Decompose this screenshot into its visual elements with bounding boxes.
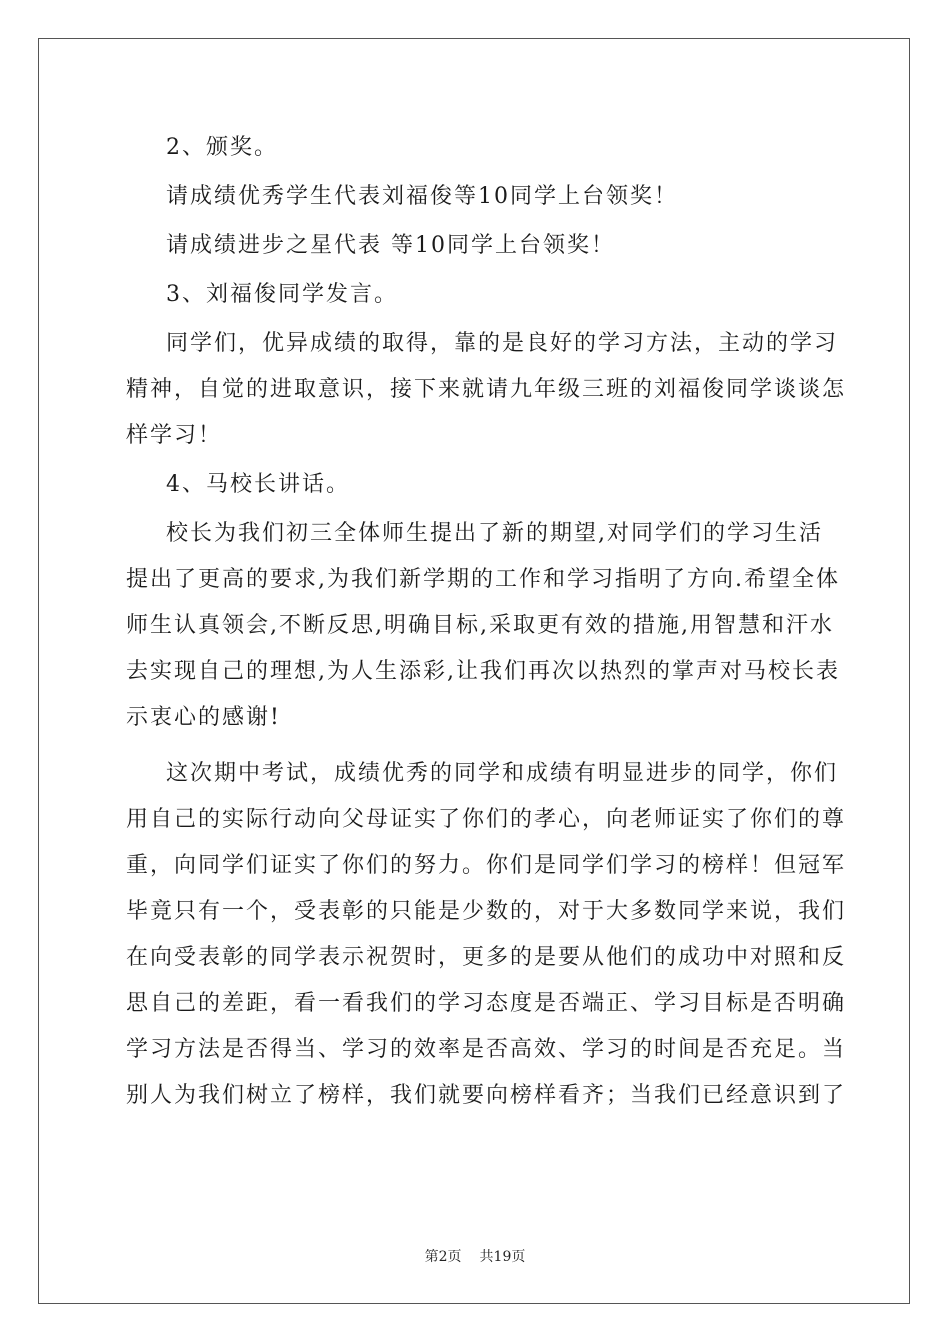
paragraph-line: 用自己的实际行动向父母证实了你们的孝心，向老师证实了你们的尊 [126, 807, 847, 832]
paragraph-line: 样学习！ [126, 423, 223, 448]
page-number: 第2页 [424, 1249, 462, 1265]
paragraph-line: 毕竟只有一个，受表彰的只能是少数的，对于大多数同学来说，我们 [126, 899, 847, 924]
page-footer [0, 1246, 950, 1266]
paragraph-line: 请成绩进步之星代表 等10同学上台领奖！ [166, 233, 615, 258]
page-total: 共19页 [479, 1249, 526, 1265]
paragraph-line: 校长为我们初三全体师生提出了新的期望,对同学们的学习生活 [166, 521, 823, 546]
paragraph-line: 学习方法是否得当、学习的效率是否高效、学习的时间是否充足。当 [126, 1037, 847, 1062]
paragraph-line: 提出了更高的要求,为我们新学期的工作和学习指明了方向.希望全体 [126, 567, 840, 592]
paragraph-line: 这次期中考试，成绩优秀的同学和成绩有明显进步的同学，你们 [166, 761, 839, 786]
section-heading-awards: 2、颁奖。 [166, 135, 278, 160]
paragraph-line: 重，向同学们证实了你们的努力。你们是同学们学习的榜样！但冠军 [126, 853, 847, 878]
paragraph-line: 去实现自己的理想,为人生添彩,让我们再次以热烈的掌声对马校长表 [126, 659, 840, 684]
paragraph-line: 在向受表彰的同学表示祝贺时，更多的是要从他们的成功中对照和反 [126, 945, 847, 970]
paragraph-line: 师生认真领会,不断反思,明确目标,采取更有效的措施,用智慧和汗水 [126, 613, 834, 638]
paragraph-line: 别人为我们树立了榜样，我们就要向榜样看齐；当我们已经意识到了 [126, 1083, 847, 1108]
section-heading-speech: 3、刘福俊同学发言。 [166, 282, 398, 307]
paragraph-line: 请成绩优秀学生代表刘福俊等10同学上台领奖！ [166, 184, 678, 209]
paragraph-line: 示衷心的感谢! [126, 705, 281, 730]
paragraph-line: 思自己的差距，看一看我们的学习态度是否端正、学习目标是否明确 [126, 991, 847, 1016]
document-body [126, 125, 847, 1119]
paragraph-line: 同学们，优异成绩的取得，靠的是良好的学习方法，主动的学习 [166, 331, 839, 356]
section-heading-principal: 4、马校长讲话。 [166, 472, 350, 497]
paragraph-line: 精神，自觉的进取意识，接下来就请九年级三班的刘福俊同学谈谈怎 [126, 377, 847, 402]
